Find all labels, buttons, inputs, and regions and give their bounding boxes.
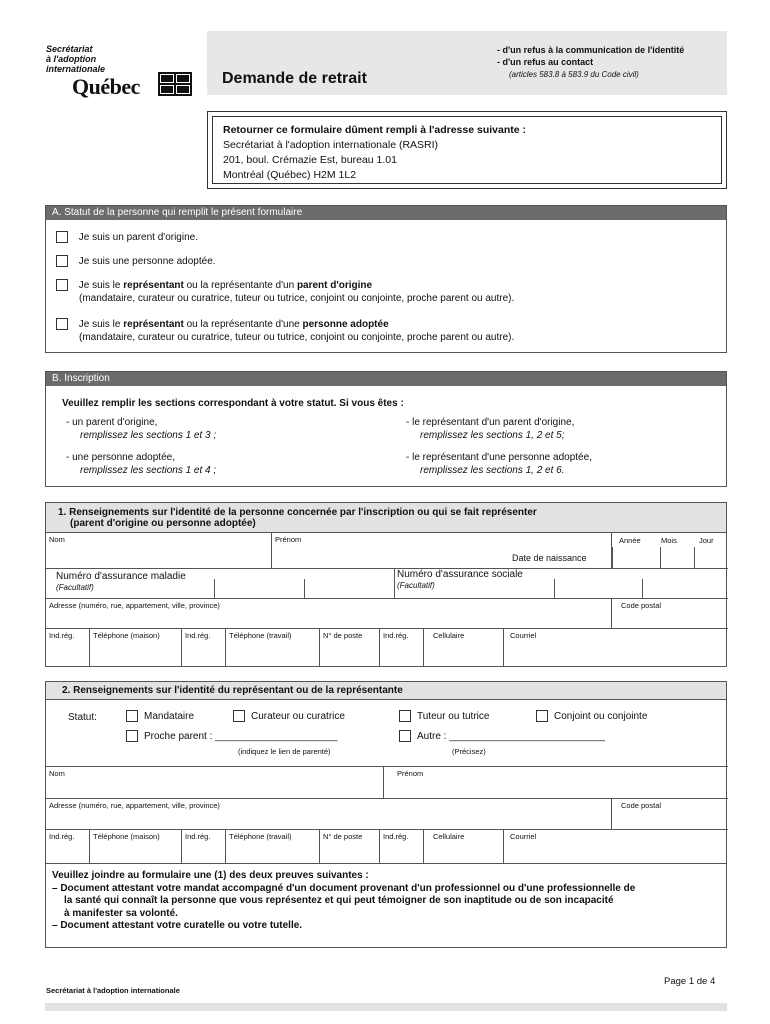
option-personne-adoptee-label: Je suis une personne adoptée. bbox=[78, 256, 216, 267]
date-naissance-label: Date de naissance bbox=[512, 553, 587, 563]
checkbox-curateur[interactable] bbox=[233, 710, 245, 722]
return-line-3: Montréal (Québec) H2M 1L2 bbox=[223, 169, 357, 181]
insurance-row bbox=[46, 569, 728, 599]
rep-ind-reg-maison[interactable]: Ind.rég. bbox=[46, 830, 90, 864]
b-left-2-b: remplissez les sections 1 et 4 ; bbox=[80, 465, 217, 476]
tel-maison-field[interactable]: Téléphone (maison) bbox=[90, 629, 182, 667]
proof-1-line-3: à manifester sa volonté. bbox=[64, 907, 178, 919]
proof-2: – Document attestant votre curatelle ou votre tutelle. bbox=[52, 920, 303, 931]
b-left-1 bbox=[66, 416, 216, 442]
rep-tel-maison[interactable]: Téléphone (maison) bbox=[90, 830, 182, 864]
section-1-title: 1. Renseignements sur l'identité de la personne concernée par l'inscription ou qui se fait représenter bbox=[58, 507, 537, 518]
section-b-intro: Veuillez remplir les sections correspondant à votre statut. Si vous êtes : bbox=[62, 398, 404, 409]
rep-courriel[interactable]: Courriel bbox=[510, 832, 537, 841]
return-line-2: 201, boul. Crémazie Est, bureau 1.01 bbox=[223, 154, 397, 166]
tel-travail-field[interactable]: Téléphone (travail) bbox=[226, 629, 320, 667]
checkbox-rep-parent[interactable] bbox=[56, 279, 68, 291]
section-1-subtitle: (parent d'origine ou personne adoptée) bbox=[70, 518, 256, 529]
annee-label: Année bbox=[619, 536, 641, 545]
logo-org-name bbox=[46, 44, 105, 74]
rep-tel-travail[interactable]: Téléphone (travail) bbox=[226, 830, 320, 864]
statut-mandataire: Mandataire bbox=[126, 710, 194, 723]
checkbox-conjoint[interactable] bbox=[536, 710, 548, 722]
articles-note: (articles 583.8 à 583.9 du Code civil) bbox=[509, 70, 639, 79]
option-rep-parent-label: Je suis le représentant ou la représentante d'un parent d'origine bbox=[78, 280, 373, 291]
nas-label: Numéro d'assurance sociale (Facultatif) bbox=[397, 569, 523, 590]
proche-hint: (indiquez le lien de parenté) bbox=[238, 747, 331, 756]
checkbox-rep-adoptee[interactable] bbox=[56, 318, 68, 330]
ind-reg-maison[interactable]: Ind.rég. bbox=[46, 629, 90, 667]
proofs-heading: Veuillez joindre au formulaire une (1) des deux preuves suivantes : bbox=[52, 870, 369, 881]
b-right-1-a: - le représentant d'un parent d'origine, bbox=[406, 417, 575, 428]
b-right-1 bbox=[406, 416, 574, 442]
header-bullet-1: - d'un refus à la communication de l'identité bbox=[497, 45, 685, 55]
rep-ind-reg-travail[interactable]: Ind.rég. bbox=[182, 830, 226, 864]
proof-1-line-1: – Document attestant votre mandat accompagné d'un document provenant d'un professionnel ou d'une professionnelle de bbox=[52, 882, 636, 894]
b-right-2 bbox=[406, 451, 592, 477]
return-line-1: Secrétariat à l'adoption internationale (RASRI) bbox=[223, 139, 439, 151]
b-left-1-a: - un parent d'origine, bbox=[66, 417, 158, 428]
nas-field[interactable] bbox=[394, 569, 732, 599]
b-right-2-a: - le représentant d'une personne adoptée, bbox=[406, 452, 592, 463]
footer-org: Secrétariat à l'adoption internationale bbox=[46, 986, 180, 995]
proofs-box bbox=[45, 864, 727, 948]
option-rep-adoptee bbox=[56, 318, 514, 344]
quebec-flag-icon bbox=[158, 72, 192, 96]
checkbox-mandataire[interactable] bbox=[126, 710, 138, 722]
statut-autre: Autre : ____________________________ bbox=[399, 730, 605, 743]
ind-reg-travail[interactable]: Ind.rég. bbox=[182, 629, 226, 667]
section-1 bbox=[45, 502, 727, 667]
b-left-1-b: remplissez les sections 1 et 3 ; bbox=[80, 430, 217, 441]
prenom-field[interactable]: Prénom bbox=[272, 533, 612, 569]
code-postal-field[interactable]: Code postal bbox=[612, 599, 728, 629]
statut-tuteur: Tuteur ou tutrice bbox=[399, 710, 489, 723]
cellulaire-field[interactable]: Cellulaire bbox=[424, 629, 504, 667]
page-title: Demande de retrait bbox=[222, 70, 367, 87]
poste-field[interactable]: N° de poste bbox=[320, 629, 380, 667]
checkbox-tuteur[interactable] bbox=[399, 710, 411, 722]
org-line-1: Secrétariat bbox=[46, 44, 93, 54]
option-rep-parent bbox=[56, 279, 514, 305]
section-b-title: B. Inscription bbox=[46, 372, 726, 386]
mois-input[interactable] bbox=[660, 547, 694, 569]
header-bullets bbox=[497, 44, 684, 68]
statut-conjoint: Conjoint ou conjointe bbox=[536, 710, 647, 723]
autre-hint: (Précisez) bbox=[452, 747, 486, 756]
statut-curateur: Curateur ou curatrice bbox=[233, 710, 345, 723]
checkbox-personne-adoptee[interactable] bbox=[56, 255, 68, 267]
option-rep-adoptee-label: Je suis le représentant ou la représentante d'une personne adoptée bbox=[78, 319, 389, 330]
checkbox-proche[interactable] bbox=[126, 730, 138, 742]
option-rep-adoptee-sub: (mandataire, curateur ou curatrice, tuteur ou tutrice, conjoint ou conjointe, proche parent ou autre). bbox=[79, 332, 515, 343]
b-right-2-b: remplissez les sections 1, 2 et 6. bbox=[420, 465, 565, 476]
org-line-3: internationale bbox=[46, 64, 106, 74]
statut-proche: Proche parent : ______________________ bbox=[126, 730, 338, 743]
rep-poste[interactable]: N° de poste bbox=[320, 830, 380, 864]
rep-cellulaire[interactable]: Cellulaire bbox=[424, 830, 504, 864]
b-left-2-a: - une personne adoptée, bbox=[66, 452, 175, 463]
footer-bar bbox=[45, 1003, 727, 1011]
header-bullet-2: - d'un refus au contact bbox=[497, 57, 594, 67]
page-number: Page 1 de 4 bbox=[664, 976, 716, 987]
rep-prenom-field[interactable]: Prénom bbox=[384, 767, 728, 799]
proof-1-line-2: la santé qui connaît la personne que vous représentez et qui peut témoigner de son inaptitude ou de son incapacité bbox=[64, 895, 614, 906]
quebec-logo-text: Québec bbox=[72, 74, 140, 99]
statut-label: Statut: bbox=[68, 712, 97, 723]
mois-label: Mois bbox=[661, 536, 677, 545]
annee-input[interactable] bbox=[612, 547, 660, 569]
rep-nom-field[interactable]: Nom bbox=[46, 767, 384, 799]
nom-field[interactable]: Nom bbox=[46, 533, 272, 569]
option-personne-adoptee bbox=[56, 255, 216, 268]
nam-label: Numéro d'assurance maladie (Facultatif) bbox=[56, 571, 186, 592]
courriel-field[interactable]: Courriel bbox=[510, 631, 537, 640]
checkbox-autre[interactable] bbox=[399, 730, 411, 742]
section-a-title: A. Statut de la personne qui remplit le présent formulaire bbox=[46, 206, 726, 220]
b-right-1-b: remplissez les sections 1, 2 et 5; bbox=[420, 430, 565, 441]
option-rep-parent-sub: (mandataire, curateur ou curatrice, tuteur ou tutrice, conjoint ou conjointe, proche parent ou autre). bbox=[79, 293, 515, 304]
adresse-field[interactable]: Adresse (numéro, rue, appartement, ville, province) bbox=[46, 599, 612, 629]
rep-ind-reg-cell[interactable]: Ind.rég. bbox=[380, 830, 424, 864]
option-parent-origine-label: Je suis un parent d'origine. bbox=[78, 232, 198, 243]
rep-code-postal-field[interactable]: Code postal bbox=[612, 799, 728, 830]
section-2-title: 2. Renseignements sur l'identité du représentant ou de la représentante bbox=[46, 682, 726, 700]
b-left-2 bbox=[66, 451, 216, 477]
return-address-box bbox=[207, 111, 727, 189]
ind-reg-cell[interactable]: Ind.rég. bbox=[380, 629, 424, 667]
org-line-2: à l'adoption bbox=[46, 54, 97, 64]
section-1-header bbox=[46, 503, 726, 533]
rep-adresse-field[interactable]: Adresse (numéro, rue, appartement, ville, province) bbox=[46, 799, 612, 830]
return-heading: Retourner ce formulaire dûment rempli à l'adresse suivante : bbox=[223, 124, 527, 136]
checkbox-parent-origine[interactable] bbox=[56, 231, 68, 243]
jour-label: Jour bbox=[699, 536, 714, 545]
jour-input[interactable] bbox=[694, 547, 728, 569]
option-parent-origine bbox=[56, 231, 198, 244]
section-2 bbox=[45, 681, 727, 864]
